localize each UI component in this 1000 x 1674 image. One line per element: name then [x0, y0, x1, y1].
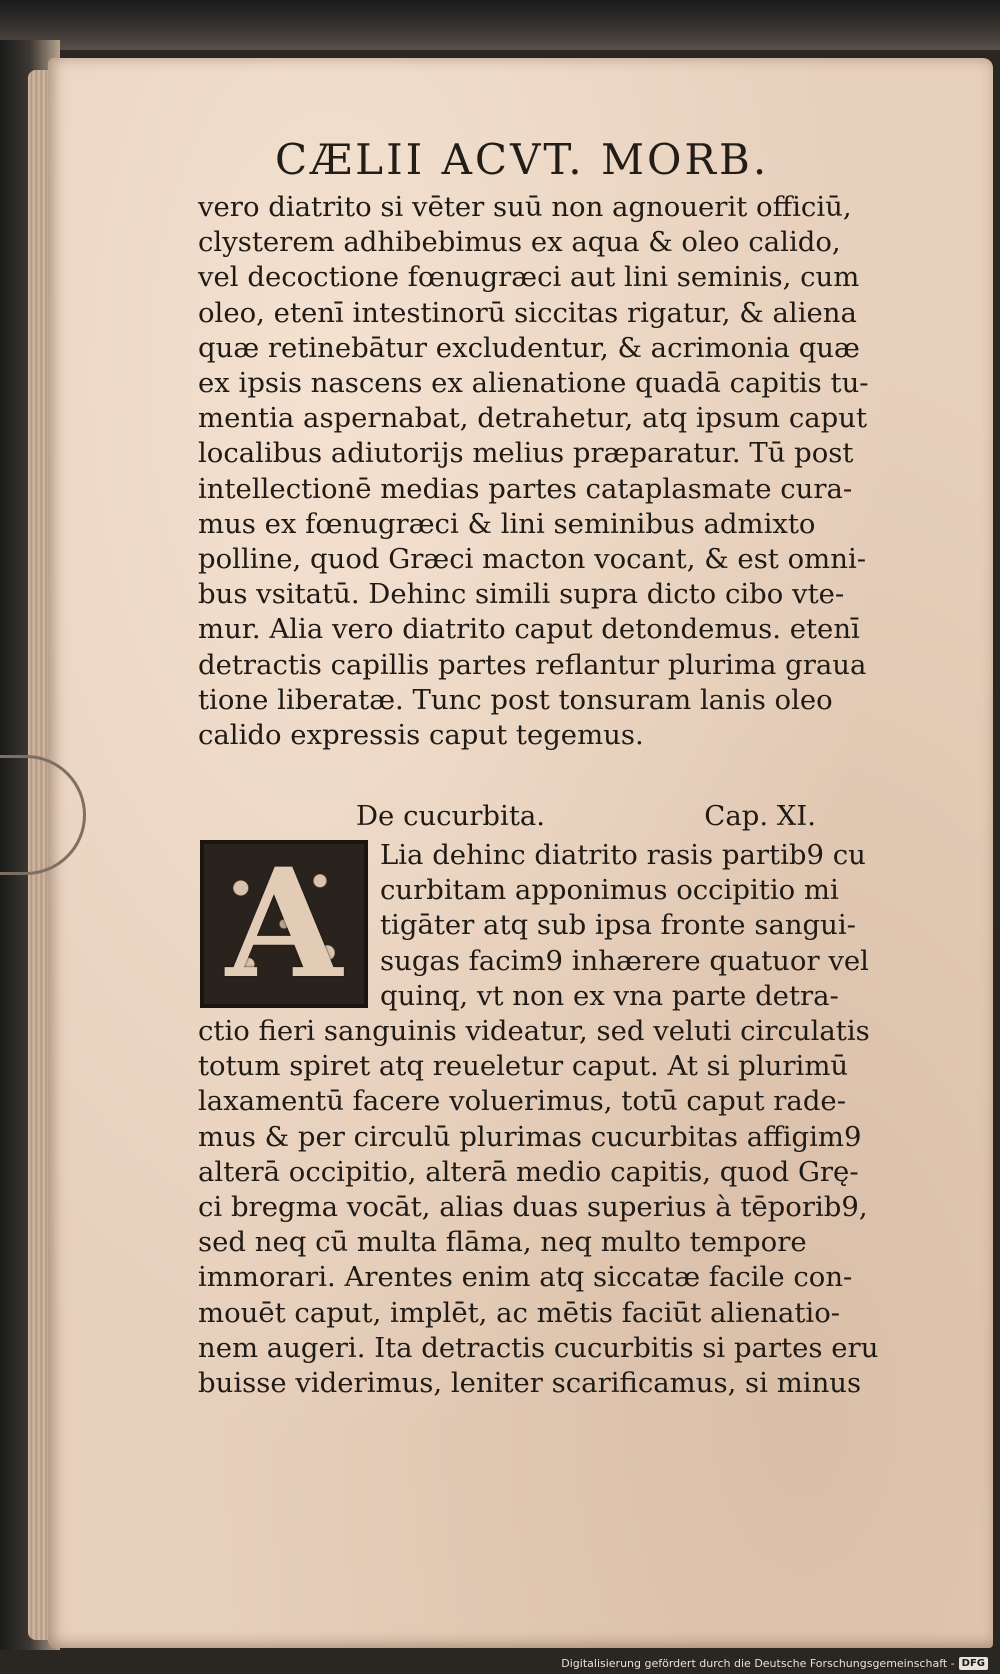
text-line: mus & per circulū plurimas cucurbitas affigim9: [198, 1120, 862, 1153]
chapter-title: De cucurbita.: [356, 800, 546, 832]
text-line: nem augeri. Ita detractis cucurbitis si partes eru: [198, 1331, 879, 1364]
paragraph-2-indented: [380, 838, 869, 1014]
text-line: tione liberatæ. Tunc post tonsuram lanis oleo: [198, 683, 833, 716]
text-line: tigāter atq sub ipsa fronte sangui-: [380, 909, 856, 942]
text-line: vel decoctione fœnugræci aut lini seminis, cum: [198, 261, 860, 294]
initial-letter: A: [225, 836, 343, 1012]
text-line: immorari. Arentes enim atq siccatæ facile con-: [198, 1261, 853, 1294]
text-line: mouēt caput, implēt, ac mētis faciūt alienatio-: [198, 1296, 841, 1329]
text-line: polline, quod Græci macton vocant, & est omni-: [198, 543, 867, 576]
text-line: buisse viderimus, leniter scarificamus, si minus: [198, 1367, 862, 1400]
text-line: ctio fieri sanguinis videatur, sed veluti circulatis: [198, 1015, 870, 1047]
chapter-number: Cap. XI.: [704, 800, 816, 832]
text-line: sugas facim9 inhærere quatuor vel: [380, 944, 869, 977]
decorated-initial: [200, 836, 368, 1012]
text-line: quinq, vt non ex vna parte detra-: [380, 979, 839, 1012]
text-line: oleo, etenī intestinorū siccitas rigatur, & aliena: [198, 296, 857, 329]
text-line: quæ retinebātur excludentur, & acrimonia quæ: [198, 331, 860, 364]
text-line: vero diatrito si vēter suū non agnouerit officiū,: [198, 191, 852, 223]
text-line: Lia dehinc diatrito rasis partib9 cu: [380, 839, 866, 871]
text-line: localibus adiutorijs melius præparatur. Tū post: [198, 437, 854, 470]
text-line: intellectionē medias partes cataplasmate cura-: [198, 472, 853, 505]
text-line: ci bregma vocāt, alias duas superius à tēporib9,: [198, 1191, 868, 1224]
text-line: detractis capillis partes reflantur plurima graua: [198, 648, 867, 681]
text-line: calido expressis caput tegemus.: [198, 719, 644, 752]
running-header: CÆLII ACVT. MORB.: [275, 135, 770, 184]
chapter-heading: [356, 800, 816, 832]
text-line: mur. Alia vero diatrito caput detondemus. etenī: [198, 613, 860, 646]
text-line: curbitam apponimus occipitio mi: [380, 874, 839, 907]
paragraph-1: [198, 190, 869, 753]
text-line: bus vsitatū. Dehinc simili supra dicto cibo vte-: [198, 578, 845, 611]
text-line: mentia aspernabat, detrahetur, atq ipsum caput: [198, 402, 868, 435]
text-line: alterā occipitio, alterā medio capitis, quod Grę-: [198, 1155, 859, 1188]
footer-credit: [561, 1657, 988, 1670]
text-line: clysterem adhibebimus ex aqua & oleo calido,: [198, 226, 841, 259]
text-line: totum spiret atq reueletur caput. At si plurimū: [198, 1050, 849, 1083]
text-line: laxamentū facere voluerimus, totū caput rade-: [198, 1085, 846, 1118]
text-line: mus ex fœnugræci & lini seminibus admixto: [198, 507, 816, 540]
scan-background-top: [0, 0, 1000, 50]
dfg-logo: DFG: [959, 1657, 988, 1670]
text-line: ex ipsis nascens ex alienatione quadā capitis tu-: [198, 367, 869, 400]
footer-text: Digitalisierung gefördert durch die Deutsche Forschungsgemeinschaft -: [561, 1657, 955, 1670]
text-line: sed neq cū multa flāma, neq multo tempore: [198, 1226, 807, 1259]
paragraph-2: [198, 1014, 879, 1401]
